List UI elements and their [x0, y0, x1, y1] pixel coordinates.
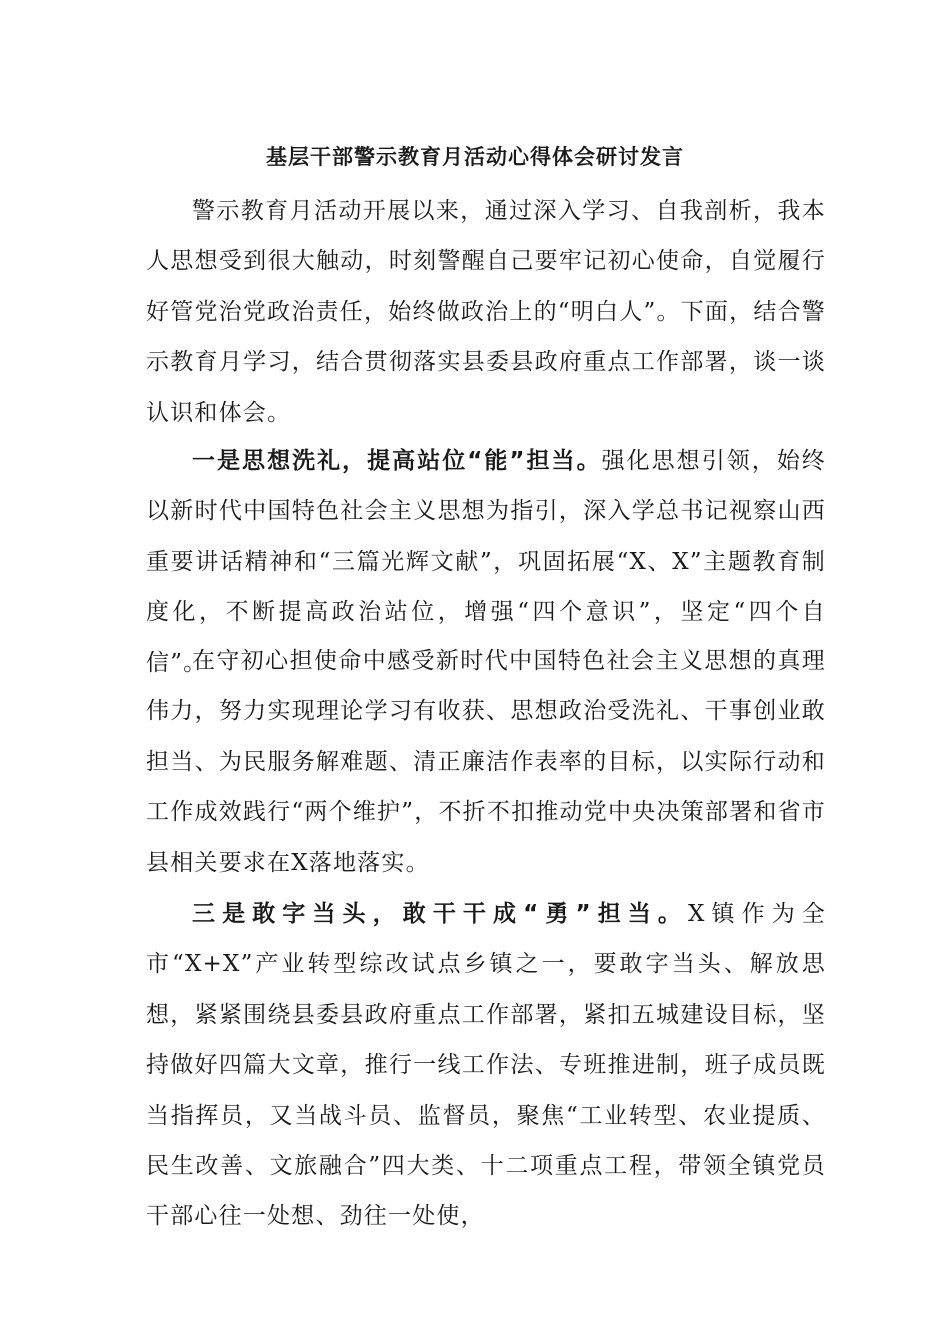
paragraph-point-three	[146, 889, 826, 1242]
paragraph-text: 警示教育月活动开展以来，通过深入学习、自我剖析，我本人思想受到很大触动，时刻警醒自己要牢记初心使命，自觉履行好管党治党政治责任，始终做政治上的“明白人”。下面，结合警示教育月学习，结合贯彻落实县委县政府重点工作部署，谈一谈认识和体会。	[146, 198, 826, 426]
paragraph-intro	[146, 186, 826, 438]
paragraph-text: 强化思想引领，始终以新时代中国特色社会主义思想为指引，深入学总书记视察山西重要讲话精神和“三篇光辉文献”，巩固拓展“X、X”主题教育制度化，不断提高政治站位，增强“四个意识”，坚定“四个自信”。	[146, 448, 826, 676]
paragraph-lead: 一是思想洗礼，提高站位“能”担当。	[192, 448, 602, 474]
paragraph-text: X镇作为全市“X+X”产业转型综改试点乡镇之一，要敢字当头、解放思想，紧紧围绕县委县政府重点工作部署，紧扣五城建设目标，坚持做好四篇大文章，推行一线工作法、专班推进制，班子成员既当指挥员，又当战斗员、监督员，聚焦“工业转型、农业提质、民生改善、文旅融合”四大类、十二项重点工程，带领全镇党员干部心往一处想、劲往一处使，	[146, 901, 827, 1230]
paragraph-continuation	[146, 636, 826, 888]
paragraph-text: 在守初心担使命中感受新时代中国特色社会主义思想的真理伟力，努力实现理论学习有收获、思想政治受洗礼、干事创业敢担当、为民服务解难题、清正廉洁作表率的目标，以实际行动和工作成效践行“两个维护”，不折不扣推动党中央决策部署和省市县相关要求在X落地落实。	[146, 648, 826, 876]
document-title: 基层干部警示教育月活动心得体会研讨发言	[266, 145, 684, 169]
paragraph-lead: 三是敢字当头，敢干干成“勇”担当。	[192, 901, 689, 927]
